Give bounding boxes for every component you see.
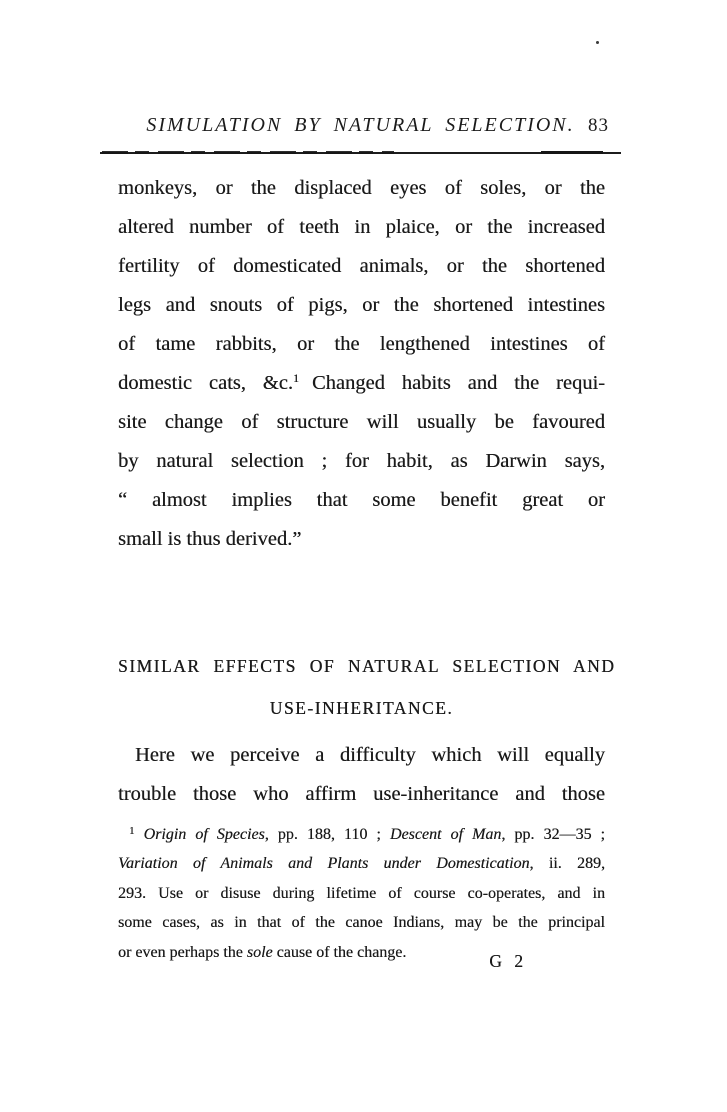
paragraph-2 [118, 736, 605, 814]
footnote-reference: 1 [292, 371, 299, 385]
footnote-marker: 1 [129, 825, 135, 837]
page-number: 83 [588, 115, 609, 136]
text-segment: , pp. 188, 110 ; [264, 826, 390, 843]
footnote-line: 293. Use or disuse during lifetime of course co-operates, and in [118, 884, 605, 902]
section-heading [118, 645, 616, 729]
running-header [100, 114, 621, 142]
book-title-italic: Descent of Man [389, 826, 502, 843]
text-line: of tame rabbits, or the lengthened intestines of [118, 333, 605, 355]
text-segment: domestic cats, &c. [118, 372, 293, 394]
book-title-italic: Variation of Animals and Plants under Domestication [118, 855, 530, 873]
heading-line: SIMILAR EFFECTS OF NATURAL SELECTION AND [118, 656, 616, 676]
heading-line: USE-INHERITANCE. [269, 698, 454, 718]
footnote-line [118, 820, 605, 849]
text-segment: or even perhaps the [118, 943, 247, 961]
text-line: fertility of domesticated animals, or the shortened [118, 255, 605, 277]
text-line: monkeys, or the displaced eyes of soles, or the [118, 177, 605, 199]
text-line: Here we perceive a difficulty which will equally [135, 744, 605, 766]
text-segment: Changed habits and the requi- [311, 372, 605, 394]
text-line: small is thus derived.” [118, 528, 302, 550]
header-rule [100, 152, 621, 154]
running-header-title: SIMULATION BY NATURAL SELECTION. [146, 114, 575, 136]
book-title-italic: Origin of Species [143, 826, 265, 843]
signature-mark: G 2 [489, 951, 527, 971]
text-line: trouble those who affirm use-inheritance and those [118, 783, 605, 805]
italic-emphasis: sole [246, 943, 273, 961]
footnote-line: some cases, as in that of the canoe Indians, may be the principal [118, 914, 605, 932]
text-segment: , pp. 32—35 ; [501, 826, 606, 843]
text-segment: , ii. 289, [529, 855, 606, 873]
scan-speck [596, 41, 599, 44]
text-line: altered number of teeth in plaice, or the increased [118, 216, 605, 238]
text-line [118, 364, 605, 403]
text-line: “ almost implies that some benefit great or [118, 489, 605, 511]
paragraph-1 [118, 169, 605, 559]
text-line: legs and snouts of pigs, or the shortened intestines [118, 294, 605, 316]
footnote [118, 820, 605, 967]
text-segment: cause of the change. [272, 943, 407, 961]
text-line: by natural selection ; for habit, as Darwin says, [118, 450, 605, 472]
text-line: site change of structure will usually be favoured [118, 411, 605, 433]
footnote-line [118, 849, 605, 878]
